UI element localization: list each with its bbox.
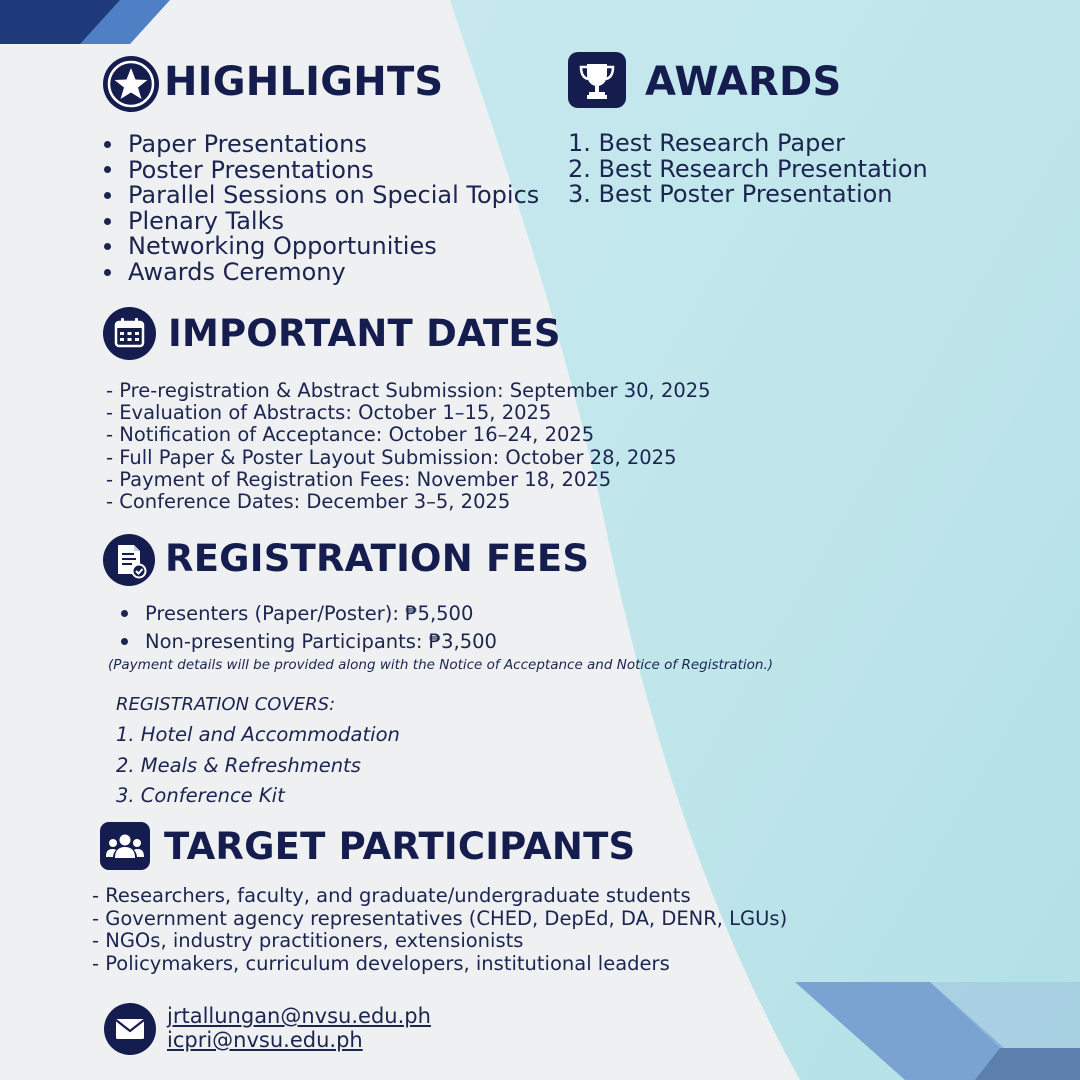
list-item: 2. Best Research Presentation bbox=[568, 154, 928, 183]
group-icon bbox=[100, 822, 150, 870]
list-item: - Policymakers, curriculum developers, institutional leaders bbox=[92, 951, 670, 975]
list-item: 1. Hotel and Accommodation bbox=[116, 723, 400, 747]
email-link-jrtallungan[interactable]: jrtallungan@nvsu.edu.ph bbox=[167, 1004, 431, 1028]
payment-note: (Payment details will be provided along with the Notice of Acceptance and Notice of Registration.) bbox=[108, 657, 774, 673]
list-item: - Pre-registration & Abstract Submission: September 30, 2025 bbox=[106, 379, 711, 402]
list-item: - Researchers, faculty, and graduate/undergraduate students bbox=[92, 884, 691, 907]
important-dates-list bbox=[106, 380, 711, 513]
trophy-icon bbox=[568, 52, 626, 108]
awards-title: AWARDS bbox=[645, 59, 842, 105]
list-item: 3. Conference Kit bbox=[116, 783, 285, 807]
list-item: - NGOs, industry practitioners, extensionists bbox=[92, 929, 524, 952]
list-item: - Notification of Acceptance: October 16–24, 2025 bbox=[106, 423, 595, 447]
list-item: - Evaluation of Abstracts: October 1–15, 2025 bbox=[106, 401, 552, 425]
important-dates-title: IMPORTANT DATES bbox=[168, 312, 561, 355]
list-item: - Conference Dates: December 3–5, 2025 bbox=[106, 490, 511, 514]
mail-icon bbox=[104, 1003, 156, 1055]
list-item: Poster Presentations bbox=[104, 158, 539, 184]
list-item: Non-presenting Participants: ₱3,500 bbox=[121, 628, 497, 656]
list-item: Paper Presentations bbox=[104, 132, 539, 158]
registration-covers-heading: REGISTRATION COVERS: bbox=[116, 694, 336, 715]
list-item: Parallel Sessions on Special Topics bbox=[104, 183, 539, 209]
list-item: 3. Best Poster Presentation bbox=[568, 180, 893, 208]
email-link-icpri[interactable]: icpri@nvsu.edu.ph bbox=[167, 1028, 363, 1052]
contact-emails bbox=[167, 1004, 431, 1052]
list-item: Presenters (Paper/Poster): ₱5,500 bbox=[121, 600, 497, 628]
list-item: 1. Best Research Paper bbox=[568, 129, 845, 157]
list-item: - Payment of Registration Fees: November 18, 2025 bbox=[106, 467, 612, 491]
list-item: Networking Opportunities bbox=[104, 234, 539, 260]
list-item: Plenary Talks bbox=[104, 209, 539, 235]
registration-fees-list bbox=[121, 600, 497, 656]
list-item: - Full Paper & Poster Layout Submission: October 28, 2025 bbox=[106, 445, 677, 469]
highlights-list bbox=[104, 132, 539, 286]
star-icon bbox=[103, 56, 159, 112]
registration-fees-title: REGISTRATION FEES bbox=[165, 537, 590, 580]
list-item: - Government agency representatives (CHED, DepEd, DA, DENR, LGUs) bbox=[92, 906, 788, 930]
highlights-title: HIGHLIGHTS bbox=[164, 59, 444, 105]
list-item: Awards Ceremony bbox=[104, 260, 539, 286]
awards-list bbox=[568, 131, 928, 208]
document-check-icon bbox=[103, 534, 155, 586]
calendar-icon bbox=[103, 307, 156, 360]
registration-covers-list bbox=[116, 690, 400, 811]
target-participants-title: TARGET PARTICIPANTS bbox=[164, 825, 636, 868]
target-participants-list bbox=[92, 885, 787, 975]
list-item: 2. Meals & Refreshments bbox=[116, 753, 361, 777]
